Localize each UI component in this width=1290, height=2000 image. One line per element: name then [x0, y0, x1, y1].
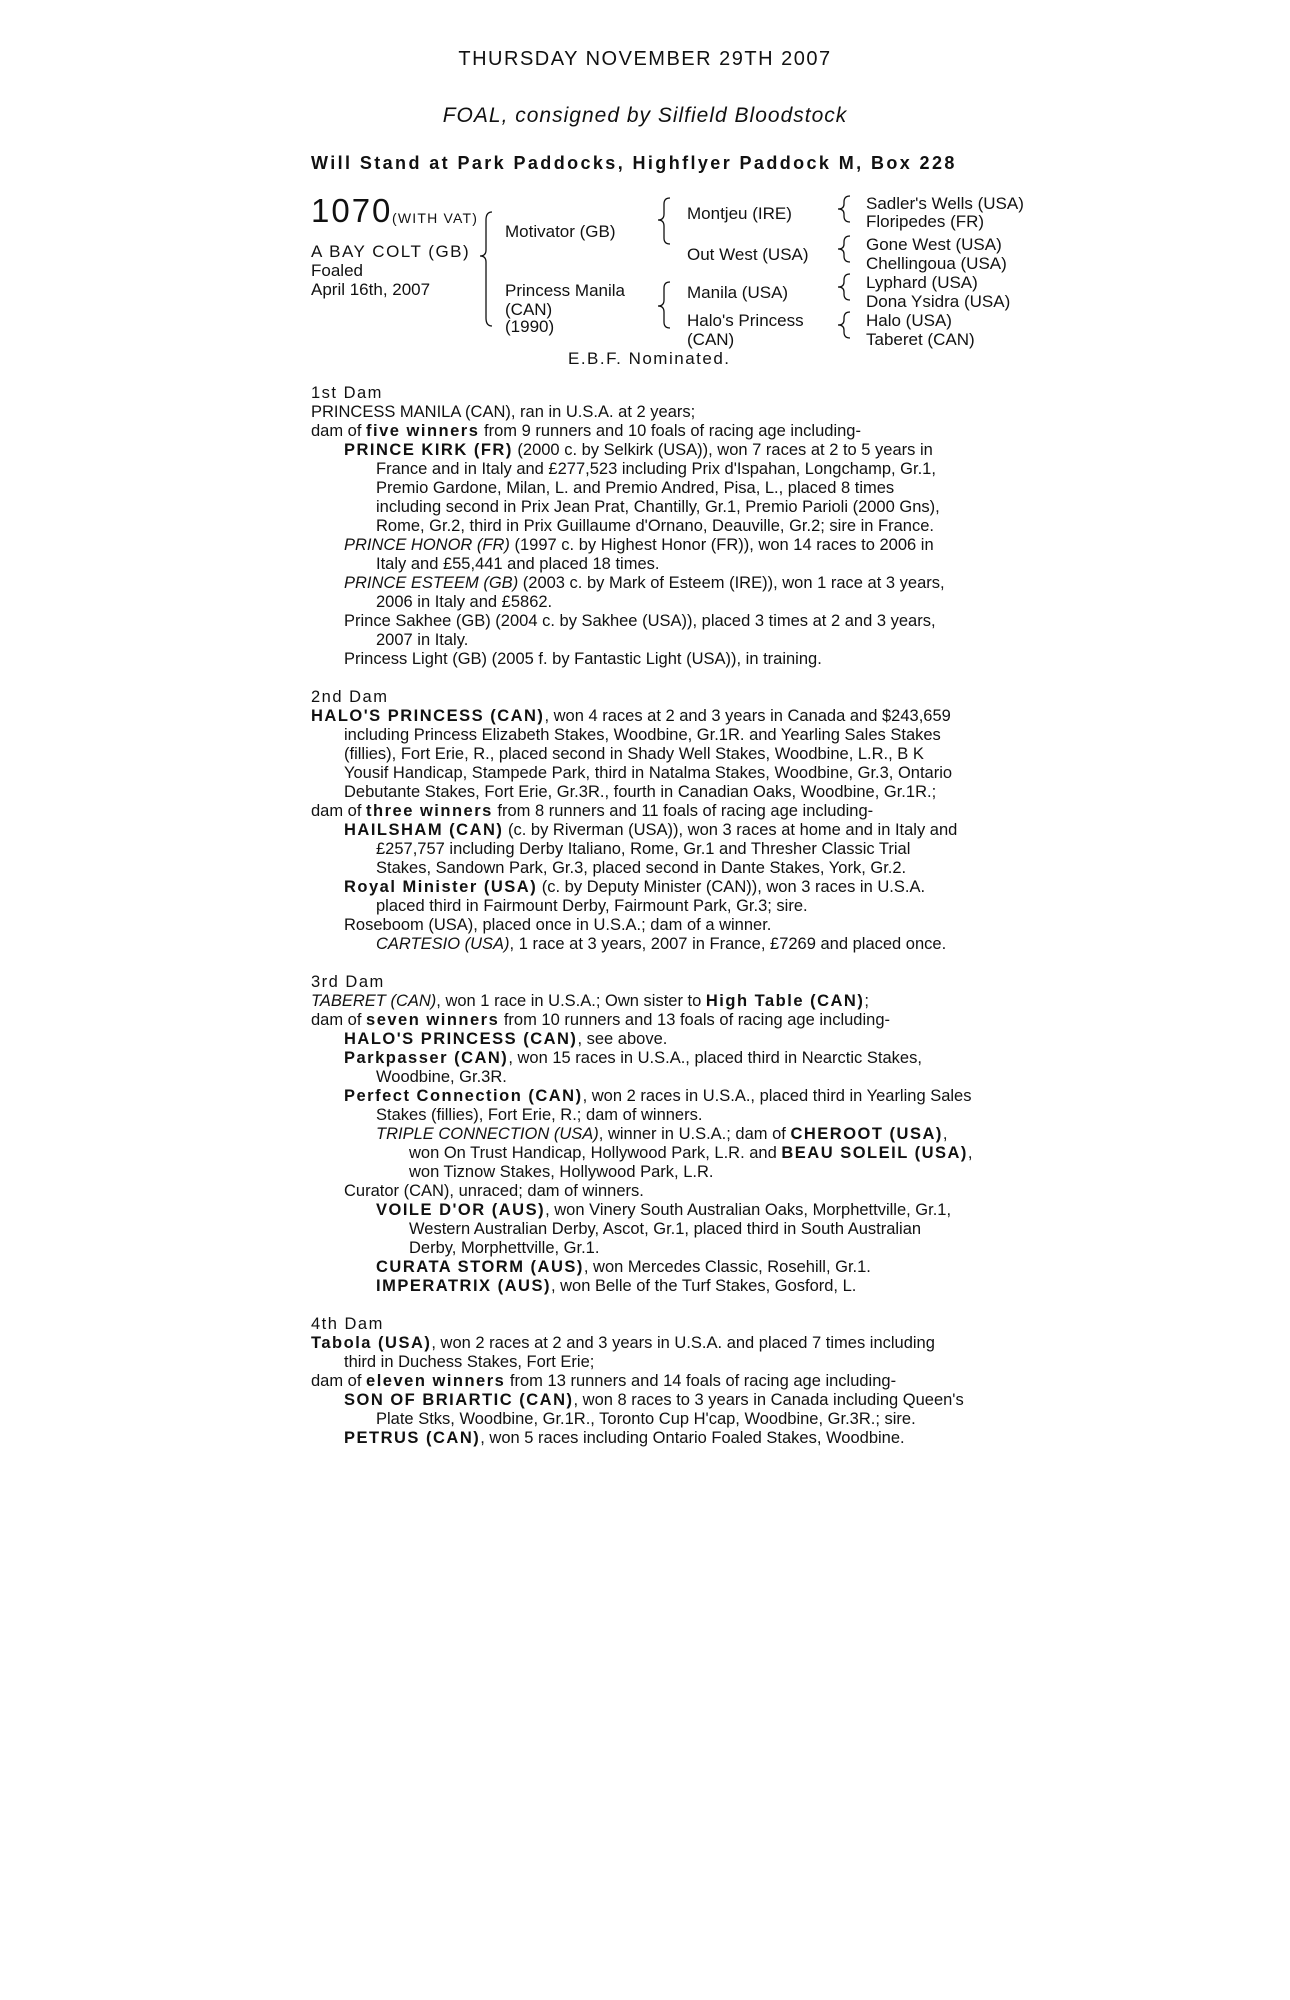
- dam-dam-country: (CAN): [687, 330, 735, 349]
- dam2-detail: (fillies), Fort Erie, R., placed second in Shady Well Stakes, Woodbine, L.R., B K: [344, 745, 924, 763]
- ebf-nominated: E.B.F. Nominated.: [568, 349, 731, 368]
- ggp-6: Dona Ysidra (USA): [866, 292, 1011, 311]
- dam2-line: HALO'S PRINCESS (CAN), won 4 races at 2 and 3 years in Canada and $243,659: [311, 707, 951, 725]
- dam3-line: TABERET (CAN), won 1 race in U.S.A.; Own sister to High Table (CAN);: [311, 992, 869, 1010]
- stand-location: Will Stand at Park Paddocks, Highflyer Paddock M, Box 228: [311, 153, 957, 173]
- progeny-detail: Stakes, Sandown Park, Gr.3, placed second in Dante Stakes, York, Gr.2.: [376, 859, 907, 877]
- foaled-date: April 16th, 2007: [311, 280, 431, 299]
- progeny-entry: PRINCE ESTEEM (GB) (2003 c. by Mark of Esteem (IRE)), won 1 race at 3 years,: [344, 574, 945, 592]
- progeny-entry: Parkpasser (CAN), won 15 races in U.S.A., placed third in Nearctic Stakes,: [344, 1049, 922, 1067]
- brace-gen3-2: [838, 236, 850, 262]
- vat-note: (WITH VAT): [392, 210, 479, 226]
- progeny-entry: Princess Light (GB) (2005 f. by Fantastic Light (USA)), in training.: [344, 650, 822, 668]
- dam-country: (CAN): [505, 300, 553, 319]
- progeny-entry: Prince Sakhee (GB) (2004 c. by Sakhee (USA)), placed 3 times at 2 and 3 years,: [344, 612, 936, 630]
- foaled-label: Foaled: [311, 261, 363, 280]
- progeny-entry: Curator (CAN), unraced; dam of winners.: [344, 1182, 644, 1200]
- dam-sire: Manila (USA): [687, 283, 789, 302]
- dam-year: (1990): [505, 317, 555, 336]
- section-heading-3rd-dam: 3rd Dam: [311, 973, 385, 991]
- consignor-line: FOAL, consigned by Silfield Bloodstock: [442, 104, 848, 127]
- brace-gen2-dam: [658, 282, 670, 328]
- grand-progeny-detail: Western Australian Derby, Ascot, Gr.1, placed third in South Australian: [409, 1220, 922, 1238]
- progeny-detail: Premio Gardone, Milan, L. and Premio Andred, Pisa, L., placed 8 times: [376, 479, 895, 497]
- progeny-entry: Roseboom (USA), placed once in U.S.A.; dam of a winner.: [344, 916, 772, 934]
- lot-description: A BAY COLT (GB): [311, 242, 471, 261]
- progeny-detail: Italy and £55,441 and placed 18 times.: [376, 555, 660, 573]
- progeny-detail: Stakes (fillies), Fort Erie, R.; dam of winners.: [376, 1106, 703, 1124]
- ggp-3: Gone West (USA): [866, 235, 1002, 254]
- grand-progeny-entry: TRIPLE CONNECTION (USA), winner in U.S.A.; dam of CHEROOT (USA),: [376, 1125, 948, 1143]
- progeny-detail: £257,757 including Derby Italiano, Rome, Gr.1 and Thresher Classic Trial: [376, 840, 911, 858]
- progeny-detail: France and in Italy and £277,523 including Prix d'Ispahan, Longchamp, Gr.1,: [376, 460, 936, 478]
- progeny-entry: Perfect Connection (CAN), won 2 races in U.S.A., placed third in Yearling Sales: [344, 1087, 972, 1105]
- ggp-4: Chellingoua (USA): [866, 254, 1007, 273]
- sire-dam: Out West (USA): [687, 245, 809, 264]
- grand-progeny-entry: VOILE D'OR (AUS), won Vinery South Australian Oaks, Morphettville, Gr.1,: [376, 1201, 952, 1219]
- ggp-5: Lyphard (USA): [866, 273, 978, 292]
- sale-date: THURSDAY NOVEMBER 29TH 2007: [458, 48, 832, 70]
- progeny-entry: PRINCE HONOR (FR) (1997 c. by Highest Honor (FR)), won 14 races to 2006 in: [344, 536, 934, 554]
- dam4-line: Tabola (USA), won 2 races at 2 and 3 years in U.S.A. and placed 7 times including: [311, 1334, 935, 1352]
- progeny-detail: Plate Stks, Woodbine, Gr.1R., Toronto Cup H'cap, Woodbine, Gr.3R.; sire.: [376, 1410, 916, 1428]
- sire-sire: Montjeu (IRE): [687, 204, 792, 223]
- progeny-detail: including second in Prix Jean Prat, Chantilly, Gr.1, Premio Parioli (2000 Gns),: [376, 498, 940, 516]
- dam1-produce-line: dam of five winners from 9 runners and 10 foals of racing age including-: [311, 422, 861, 440]
- grand-progeny-entry: CARTESIO (USA), 1 race at 3 years, 2007 in France, £7269 and placed once.: [376, 935, 947, 953]
- progeny-entry: PETRUS (CAN), won 5 races including Ontario Foaled Stakes, Woodbine.: [344, 1429, 905, 1447]
- section-heading-2nd-dam: 2nd Dam: [311, 688, 389, 706]
- section-heading-1st-dam: 1st Dam: [311, 384, 383, 402]
- dam2-produce-line: dam of three winners from 8 runners and 11 foals of racing age including-: [311, 802, 874, 820]
- dam2-detail: including Princess Elizabeth Stakes, Woodbine, Gr.1R. and Yearling Sales Stakes: [344, 726, 941, 744]
- brace-gen3-1: [838, 196, 850, 222]
- dam3-produce-line: dam of seven winners from 10 runners and 13 foals of racing age including-: [311, 1011, 890, 1029]
- brace-gen3-4: [838, 312, 850, 338]
- ggp-8: Taberet (CAN): [866, 330, 975, 349]
- lot-number: 1070: [311, 192, 393, 229]
- dam2-detail: Debutante Stakes, Fort Erie, Gr.3R., fourth in Canadian Oaks, Woodbine, Gr.1R.;: [344, 783, 937, 801]
- section-heading-4th-dam: 4th Dam: [311, 1315, 384, 1333]
- dam-dam: Halo's Princess: [687, 311, 804, 330]
- dam4-produce-line: dam of eleven winners from 13 runners and 14 foals of racing age including-: [311, 1372, 897, 1390]
- ggp-2: Floripedes (FR): [866, 212, 985, 231]
- dam1-line: PRINCESS MANILA (CAN), ran in U.S.A. at 2 years;: [311, 403, 696, 421]
- grand-progeny-detail: won On Trust Handicap, Hollywood Park, L.R. and BEAU SOLEIL (USA),: [409, 1144, 973, 1162]
- progeny-entry: HAILSHAM (CAN) (c. by Riverman (USA)), won 3 races at home and in Italy and: [344, 821, 958, 839]
- brace-gen3-3: [838, 274, 850, 300]
- progeny-detail: 2007 in Italy.: [376, 631, 469, 649]
- progeny-detail: placed third in Fairmount Derby, Fairmount Park, Gr.3; sire.: [376, 897, 808, 915]
- catalogue-body: [311, 384, 1011, 1448]
- brace-gen1: [480, 212, 492, 326]
- progeny-entry: SON OF BRIARTIC (CAN), won 8 races to 3 years in Canada including Queen's: [344, 1391, 964, 1409]
- grand-progeny-detail: Derby, Morphettville, Gr.1.: [409, 1239, 600, 1257]
- brace-gen2-sire: [658, 198, 670, 244]
- progeny-entry: HALO'S PRINCESS (CAN), see above.: [344, 1030, 668, 1048]
- ggp-7: Halo (USA): [866, 311, 952, 330]
- progeny-detail: 2006 in Italy and £5862.: [376, 593, 553, 611]
- progeny-detail: Woodbine, Gr.3R.: [376, 1068, 507, 1086]
- grand-progeny-entry: CURATA STORM (AUS), won Mercedes Classic, Rosehill, Gr.1.: [376, 1258, 871, 1276]
- dam4-detail: third in Duchess Stakes, Fort Erie;: [344, 1353, 595, 1371]
- grand-progeny-entry: IMPERATRIX (AUS), won Belle of the Turf Stakes, Gosford, L.: [376, 1277, 857, 1295]
- sire-name: Motivator (GB): [505, 222, 616, 241]
- ggp-1: Sadler's Wells (USA): [866, 194, 1024, 213]
- dam2-detail: Yousif Handicap, Stampede Park, third in Natalma Stakes, Woodbine, Gr.3, Ontario: [344, 764, 953, 782]
- progeny-entry: PRINCE KIRK (FR) (2000 c. by Selkirk (USA)), won 7 races at 2 to 5 years in: [344, 441, 933, 459]
- grand-progeny-detail: won Tiznow Stakes, Hollywood Park, L.R.: [409, 1163, 714, 1181]
- progeny-entry: Royal Minister (USA) (c. by Deputy Minister (CAN)), won 3 races in U.S.A.: [344, 878, 926, 896]
- dam-name: Princess Manila: [505, 281, 625, 300]
- progeny-detail: Rome, Gr.2, third in Prix Guillaume d'Ornano, Deauville, Gr.2; sire in France.: [376, 517, 934, 535]
